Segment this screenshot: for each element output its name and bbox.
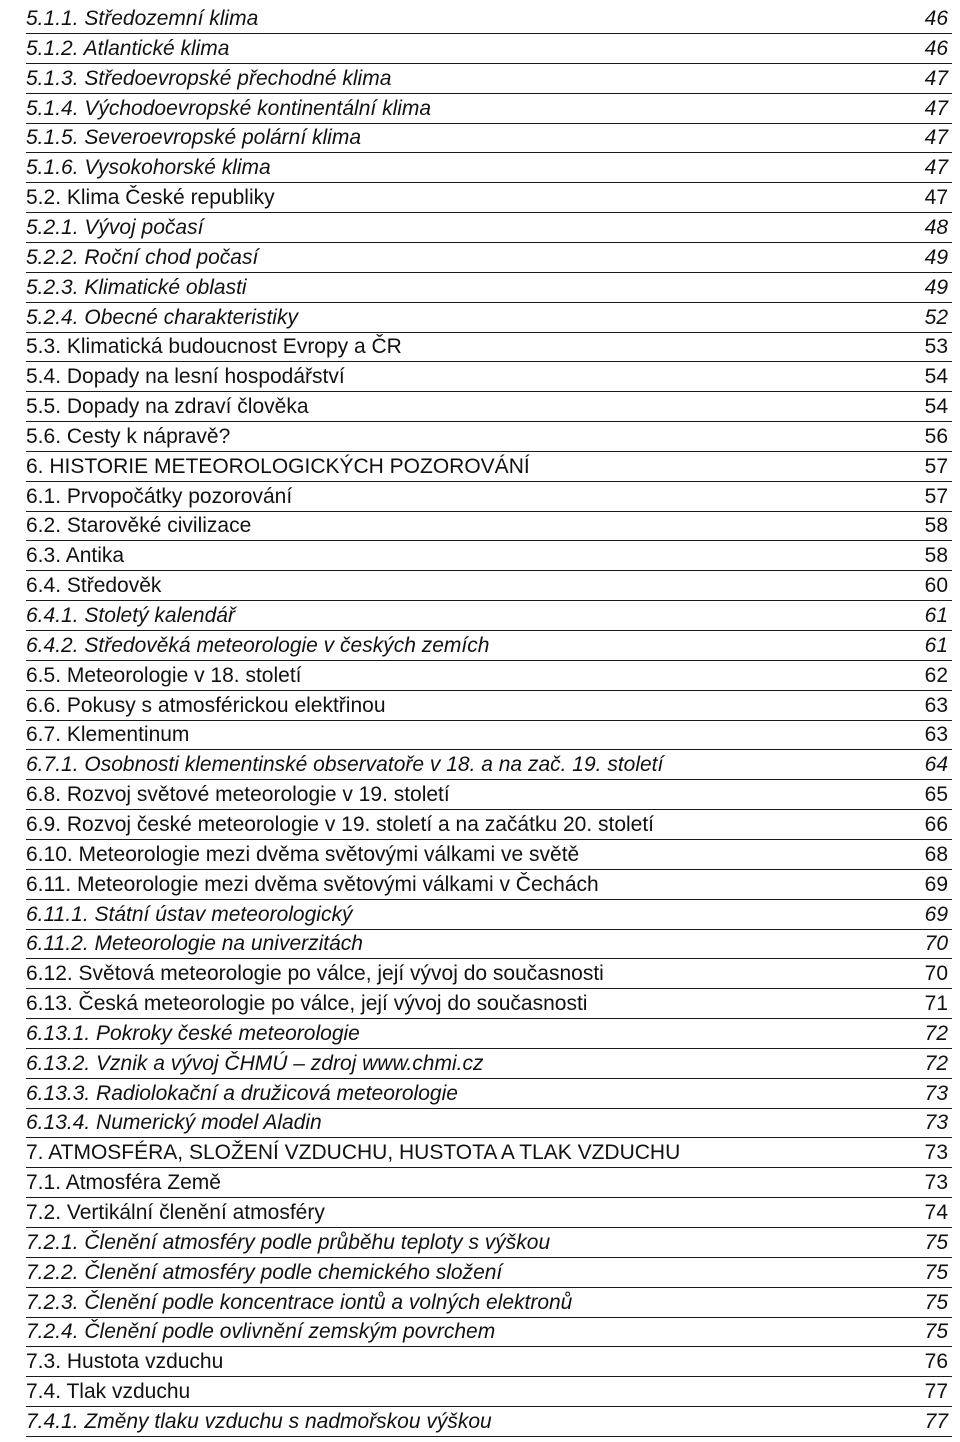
- toc-entry-page: 61: [924, 633, 948, 657]
- toc-entry-page: 71: [924, 992, 948, 1016]
- toc-entry-page: 69: [924, 902, 948, 926]
- toc-entry-page: 47: [924, 156, 948, 180]
- toc-entry-page: 75: [924, 1260, 948, 1284]
- toc-entry-title: 5.1.5. Severoevropské polární klima: [26, 126, 362, 150]
- toc-entry: [0, 989, 960, 1019]
- toc-entry-page: 53: [924, 335, 948, 359]
- toc-entry: [0, 34, 960, 64]
- toc-entry-title: 6.8. Rozvoj světové meteorologie v 19. století: [26, 783, 450, 807]
- toc-entry-title: 5.2. Klima České republiky: [26, 186, 275, 210]
- toc-entry-page: 75: [924, 1230, 948, 1254]
- toc-entry: [0, 303, 960, 333]
- toc-entry: [0, 273, 960, 303]
- toc-entry: [0, 1049, 960, 1079]
- toc-entry-title: 5.1.6. Vysokohorské klima: [26, 156, 271, 180]
- toc-entry: [0, 392, 960, 422]
- toc-entry-page: 72: [924, 1051, 948, 1075]
- toc-entry-title: 6.11.1. Státní ústav meteorologický: [26, 902, 353, 926]
- toc-entry-page: 76: [924, 1350, 948, 1374]
- toc-entry: [0, 900, 960, 930]
- toc-entry-title: 6.7.1. Osobnosti klementinské observatoře v 18. a na zač. 19. století: [26, 753, 664, 777]
- toc-entry: [0, 631, 960, 661]
- toc-entry-page: 61: [924, 604, 948, 627]
- toc-entry-title: 6.3. Antika: [26, 544, 125, 568]
- toc-entry-page: 48: [924, 215, 948, 239]
- toc-entry-title: 5.2.4. Obecné charakteristiky: [26, 305, 298, 329]
- toc-entry: [0, 1198, 960, 1228]
- toc-entry-page: 73: [924, 1171, 948, 1195]
- toc-entry-page: 57: [924, 454, 948, 478]
- toc-entry: [0, 332, 960, 362]
- toc-entry-page: 63: [924, 723, 948, 747]
- toc-entry: [0, 1407, 960, 1437]
- toc-entry-page: 74: [924, 1201, 948, 1224]
- toc-entry-title: 5.1.2. Atlantické klima: [26, 36, 230, 60]
- toc-entry-title: 6.4. Středověk: [26, 574, 162, 598]
- toc-entry-title: 7.4.1. Změny tlaku vzduchu s nadmořskou výškou: [26, 1409, 492, 1433]
- toc-entry-page: 73: [924, 1111, 948, 1135]
- toc-entry: [0, 1317, 960, 1347]
- toc-entry-title: 7. ATMOSFÉRA, SLOŽENÍ VZDUCHU, HUSTOTA A TLAK VZDUCHU: [26, 1141, 681, 1165]
- toc-entry-page: 68: [924, 842, 948, 866]
- toc-entry-page: 66: [924, 812, 948, 836]
- toc-entry-title: 5.2.2. Roční chod počasí: [26, 245, 259, 269]
- toc-entry-title: 5.5. Dopady na zdraví člověka: [26, 395, 309, 419]
- toc-entry: [0, 1377, 960, 1407]
- toc-entry-title: 6.11. Meteorologie mezi dvěma světovými válkami v Čechách: [26, 872, 599, 896]
- toc-entry: [0, 123, 960, 153]
- toc-entry: [0, 1138, 960, 1168]
- toc-entry-title: 6.7. Klementinum: [26, 723, 190, 747]
- toc-entry: [0, 750, 960, 780]
- toc-entry-page: 75: [924, 1290, 948, 1314]
- toc-entry-page: 49: [924, 275, 948, 299]
- toc-entry-page: 46: [924, 7, 948, 30]
- toc-entry: [0, 362, 960, 392]
- toc-entry: [0, 1168, 960, 1198]
- toc-entry-page: 63: [924, 693, 948, 717]
- toc-entry: [0, 94, 960, 124]
- toc-entry-page: 72: [924, 1021, 948, 1045]
- toc-entry: [0, 1079, 960, 1109]
- toc-entry: [0, 601, 960, 631]
- toc-entry: [0, 720, 960, 750]
- toc-entry: [0, 541, 960, 571]
- toc-entry-page: 47: [924, 126, 948, 150]
- toc-entry: [0, 511, 960, 541]
- toc-entry: [0, 153, 960, 183]
- toc-entry-title: 7.2.4. Členění podle ovlivnění zemským povrchem: [26, 1320, 496, 1344]
- toc-entry-page: 58: [924, 544, 948, 568]
- toc-entry-page: 70: [924, 932, 948, 956]
- toc-entry-title: 6.10. Meteorologie mezi dvěma světovými válkami ve světě: [26, 842, 580, 866]
- toc-entry-page: 58: [924, 514, 948, 538]
- toc-entry-page: 54: [924, 395, 948, 419]
- toc-entry: [0, 571, 960, 601]
- toc-entry: [0, 183, 960, 213]
- toc-entry-title: 6.13.2. Vznik a vývoj ČHMÚ – zdroj www.chmi.cz: [26, 1051, 484, 1075]
- toc-entry: [0, 482, 960, 512]
- toc-entry-page: 57: [924, 484, 948, 508]
- toc-entry: [0, 1228, 960, 1258]
- toc-entry-title: 5.1.4. Východoevropské kontinentální klima: [26, 96, 432, 120]
- toc-entry-title: 6.6. Pokusy s atmosférickou elektřinou: [26, 693, 386, 717]
- toc-entry: [0, 929, 960, 959]
- toc-entry-page: 49: [924, 245, 948, 269]
- toc-entry: [0, 840, 960, 870]
- toc-entry: [0, 810, 960, 840]
- toc-entry-page: 70: [924, 962, 948, 986]
- toc-entry-title: 6.4.1. Stoletý kalendář: [26, 604, 235, 627]
- toc-entry: [0, 870, 960, 900]
- toc-entry-title: 7.3. Hustota vzduchu: [26, 1350, 224, 1374]
- toc-entry-title: 7.2. Vertikální členění atmosféry: [26, 1201, 325, 1224]
- toc-entry: [0, 213, 960, 243]
- toc-entry-title: 7.2.2. Členění atmosféry podle chemického složení: [26, 1260, 503, 1284]
- toc-entry-title: 5.6. Cesty k nápravě?: [26, 424, 231, 448]
- toc-entry-page: 56: [924, 424, 948, 448]
- toc-entry-title: 6.13.3. Radiolokační a družicová meteorologie: [26, 1081, 458, 1105]
- toc-entry-page: 65: [924, 783, 948, 807]
- toc-entry: [0, 1258, 960, 1288]
- toc-entry-title: 6.2. Starověké civilizace: [26, 514, 252, 538]
- toc-entry: [0, 780, 960, 810]
- toc-entry: [0, 1019, 960, 1049]
- toc-entry-title: 6.9. Rozvoj české meteorologie v 19. století a na začátku 20. století: [26, 812, 655, 836]
- toc-entry-title: 6.13.1. Pokroky české meteorologie: [26, 1021, 360, 1045]
- toc-entry: [0, 1347, 960, 1377]
- toc-entry-page: 64: [924, 753, 948, 777]
- toc-entry: [0, 661, 960, 691]
- toc-entry-title: 7.2.1. Členění atmosféry podle průběhu teploty s výškou: [26, 1230, 551, 1254]
- toc-entry-page: 46: [924, 36, 948, 60]
- toc-entry-page: 77: [924, 1409, 948, 1433]
- toc-entry-title: 6.4.2. Středověká meteorologie v českých zemích: [26, 633, 490, 657]
- toc-entry-title: 7.2.3. Členění podle koncentrace iontů a volných elektronů: [26, 1290, 573, 1314]
- toc-entry-title: 7.1. Atmosféra Země: [26, 1171, 221, 1195]
- toc-entry: [0, 1108, 960, 1138]
- toc-entry-page: 47: [924, 96, 948, 120]
- toc-entry-page: 77: [924, 1380, 948, 1404]
- toc-entry-title: 5.2.1. Vývoj počasí: [26, 215, 204, 239]
- toc-entry-title: 7.4. Tlak vzduchu: [26, 1380, 191, 1404]
- toc-entry-page: 47: [924, 186, 948, 210]
- toc-entry: [0, 4, 960, 34]
- toc-entry-title: 6.11.2. Meteorologie na univerzitách: [26, 932, 363, 956]
- toc-entry-title: 6.5. Meteorologie v 18. století: [26, 663, 302, 687]
- toc-entry-page: 47: [924, 66, 948, 90]
- toc-entry: [0, 959, 960, 989]
- toc-entry: [0, 691, 960, 721]
- toc-entry-title: 5.4. Dopady na lesní hospodářství: [26, 365, 345, 389]
- toc-entry: [0, 64, 960, 94]
- toc-entry: [0, 452, 960, 482]
- toc-entry-title: 6. HISTORIE METEOROLOGICKÝCH POZOROVÁNÍ: [26, 454, 530, 478]
- toc-entry-title: 6.12. Světová meteorologie po válce, její vývoj do současnosti: [26, 962, 604, 986]
- toc-entry-title: 6.13. Česká meteorologie po válce, její vývoj do současnosti: [26, 992, 588, 1016]
- toc-entry-page: 60: [924, 574, 948, 598]
- toc-entry-page: 54: [924, 365, 948, 389]
- toc-entry-title: 5.3. Klimatická budoucnost Evropy a ČR: [26, 335, 402, 359]
- toc-entry-title: 5.2.3. Klimatické oblasti: [26, 275, 247, 299]
- toc-entry-title: 6.1. Prvopočátky pozorování: [26, 484, 293, 508]
- toc-entry: [0, 422, 960, 452]
- toc-entry-title: 5.1.1. Středozemní klima: [26, 7, 259, 30]
- toc-entry: [0, 1288, 960, 1318]
- toc-entry-page: 75: [924, 1320, 948, 1344]
- toc-entry-title: 5.1.3. Středoevropské přechodné klima: [26, 66, 392, 90]
- toc-entry-page: 62: [924, 663, 948, 687]
- toc-entry-page: 69: [924, 872, 948, 896]
- toc-entry-page: 73: [924, 1141, 948, 1165]
- toc-entry-page: 73: [924, 1081, 948, 1105]
- toc-entry-page: 52: [924, 305, 948, 329]
- toc-entry: [0, 243, 960, 273]
- toc-entry-title: 6.13.4. Numerický model Aladin: [26, 1111, 322, 1135]
